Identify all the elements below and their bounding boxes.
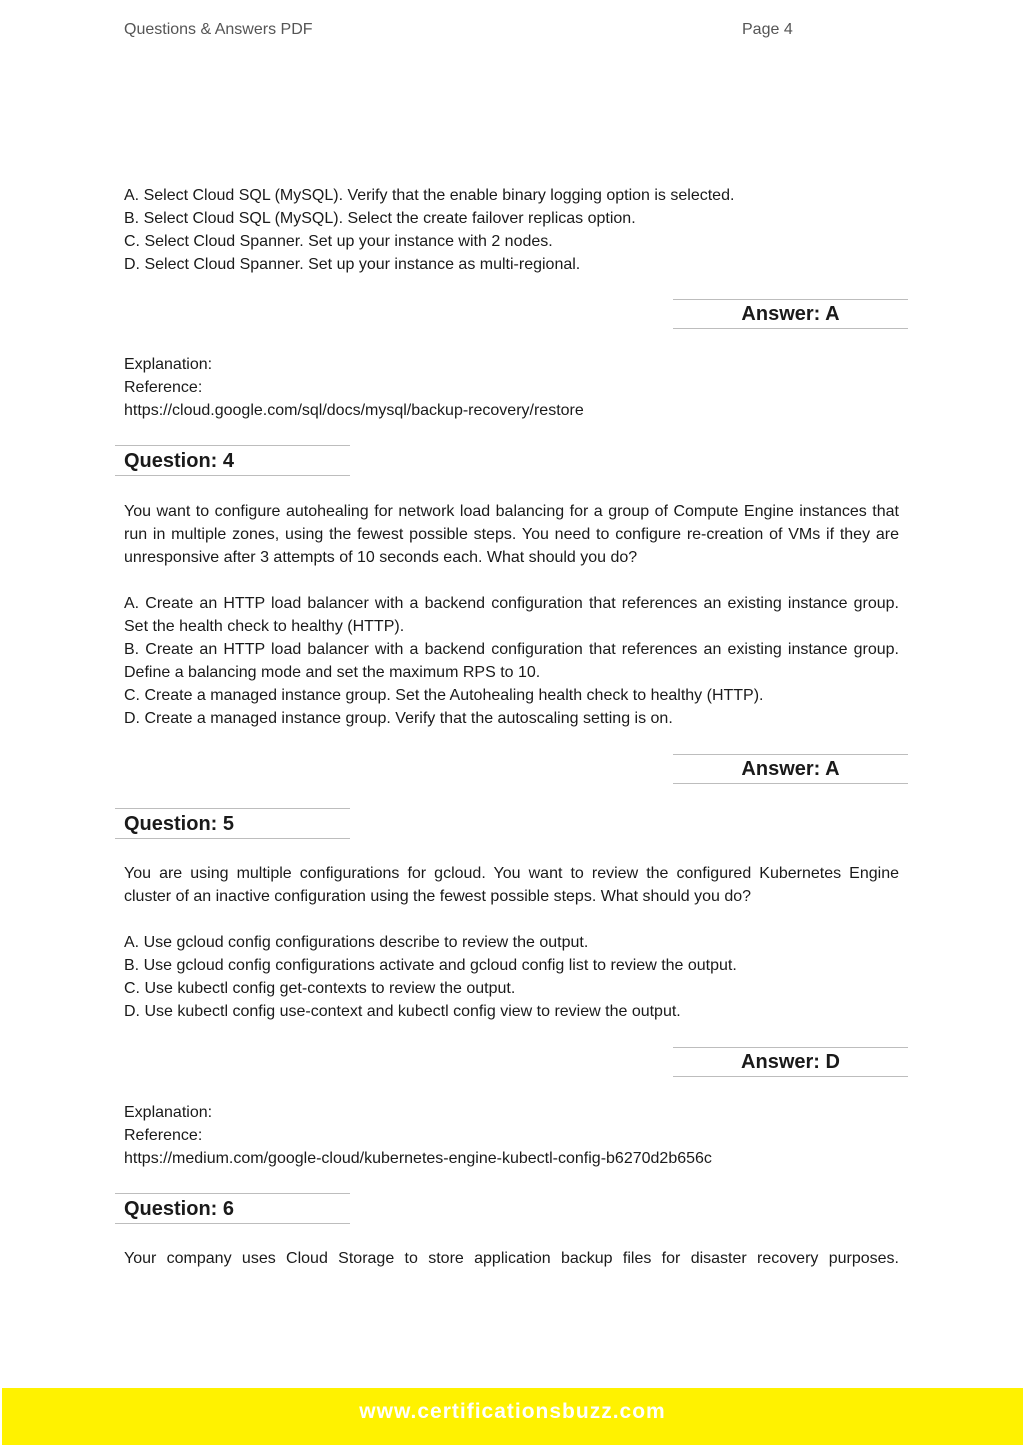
footer-website-link[interactable]: www.certificationsbuzz.com (359, 1400, 666, 1423)
question-4-body: You want to configure autohealing for network load balancing for a group of Compute Engine instances that run in multiple zones, using the fewest possible steps. You need to configure re-creation of VMs if they are unresponsive after 3 attempts of 10 seconds each. What should you do? (124, 503, 899, 566)
q5-reference-label: Reference: (124, 1127, 203, 1144)
q5-option-b: B. Use gcloud config configurations activate and gcloud config list to review the output. (124, 957, 737, 974)
q3-answer: Answer: A (673, 299, 908, 329)
q4-answer: Answer: A (673, 754, 908, 784)
question-5-body: You are using multiple configurations for gcloud. You want to review the configured Kubernetes Engine cluster of an inactive configuration using the fewest possible steps. What should you do? (124, 865, 899, 905)
question-4-heading: Question: 4 (115, 445, 350, 476)
q3-option-d: D. Select Cloud Spanner. Set up your instance as multi-regional. (124, 256, 581, 273)
q5-option-d: D. Use kubectl config use-context and kubectl config view to review the output. (124, 1003, 681, 1020)
q5-answer: Answer: D (673, 1047, 908, 1077)
q3-explanation-label: Explanation: (124, 356, 213, 373)
question-5-heading: Question: 5 (115, 808, 350, 839)
q5-option-c: C. Use kubectl config get-contexts to review the output. (124, 980, 516, 997)
q3-option-c: C. Select Cloud Spanner. Set up your instance with 2 nodes. (124, 233, 553, 250)
q4-option-c: C. Create a managed instance group. Set the Autohealing health check to healthy (HTTP). (124, 687, 764, 704)
question-6-heading: Question: 6 (115, 1193, 350, 1224)
question-6-body: Your company uses Cloud Storage to store application backup files for disaster recovery purposes. (124, 1250, 899, 1267)
page-number: Page 4 (742, 21, 793, 38)
q3-reference-label: Reference: (124, 379, 203, 396)
footer-banner (2, 1388, 1023, 1445)
q4-option-b: B. Create an HTTP load balancer with a backend configuration that references an existing instance group. Define a balancing mode and set the maximum RPS to 10. (124, 641, 899, 681)
q3-option-b: B. Select Cloud SQL (MySQL). Select the create failover replicas option. (124, 210, 636, 227)
q3-option-a: A. Select Cloud SQL (MySQL). Verify that the enable binary logging option is selected. (124, 187, 735, 204)
document-header-title: Questions & Answers PDF (124, 21, 313, 38)
q5-explanation-label: Explanation: (124, 1104, 213, 1121)
q4-option-a: A. Create an HTTP load balancer with a backend configuration that references an existing instance group. Set the health check to healthy (HTTP). (124, 595, 899, 635)
q5-option-a: A. Use gcloud config configurations describe to review the output. (124, 934, 589, 951)
q3-reference-url: https://cloud.google.com/sql/docs/mysql/backup-recovery/restore (124, 402, 584, 419)
q4-option-d: D. Create a managed instance group. Verify that the autoscaling setting is on. (124, 710, 673, 727)
q5-reference-url: https://medium.com/google-cloud/kubernetes-engine-kubectl-config-b6270d2b656c (124, 1150, 712, 1167)
